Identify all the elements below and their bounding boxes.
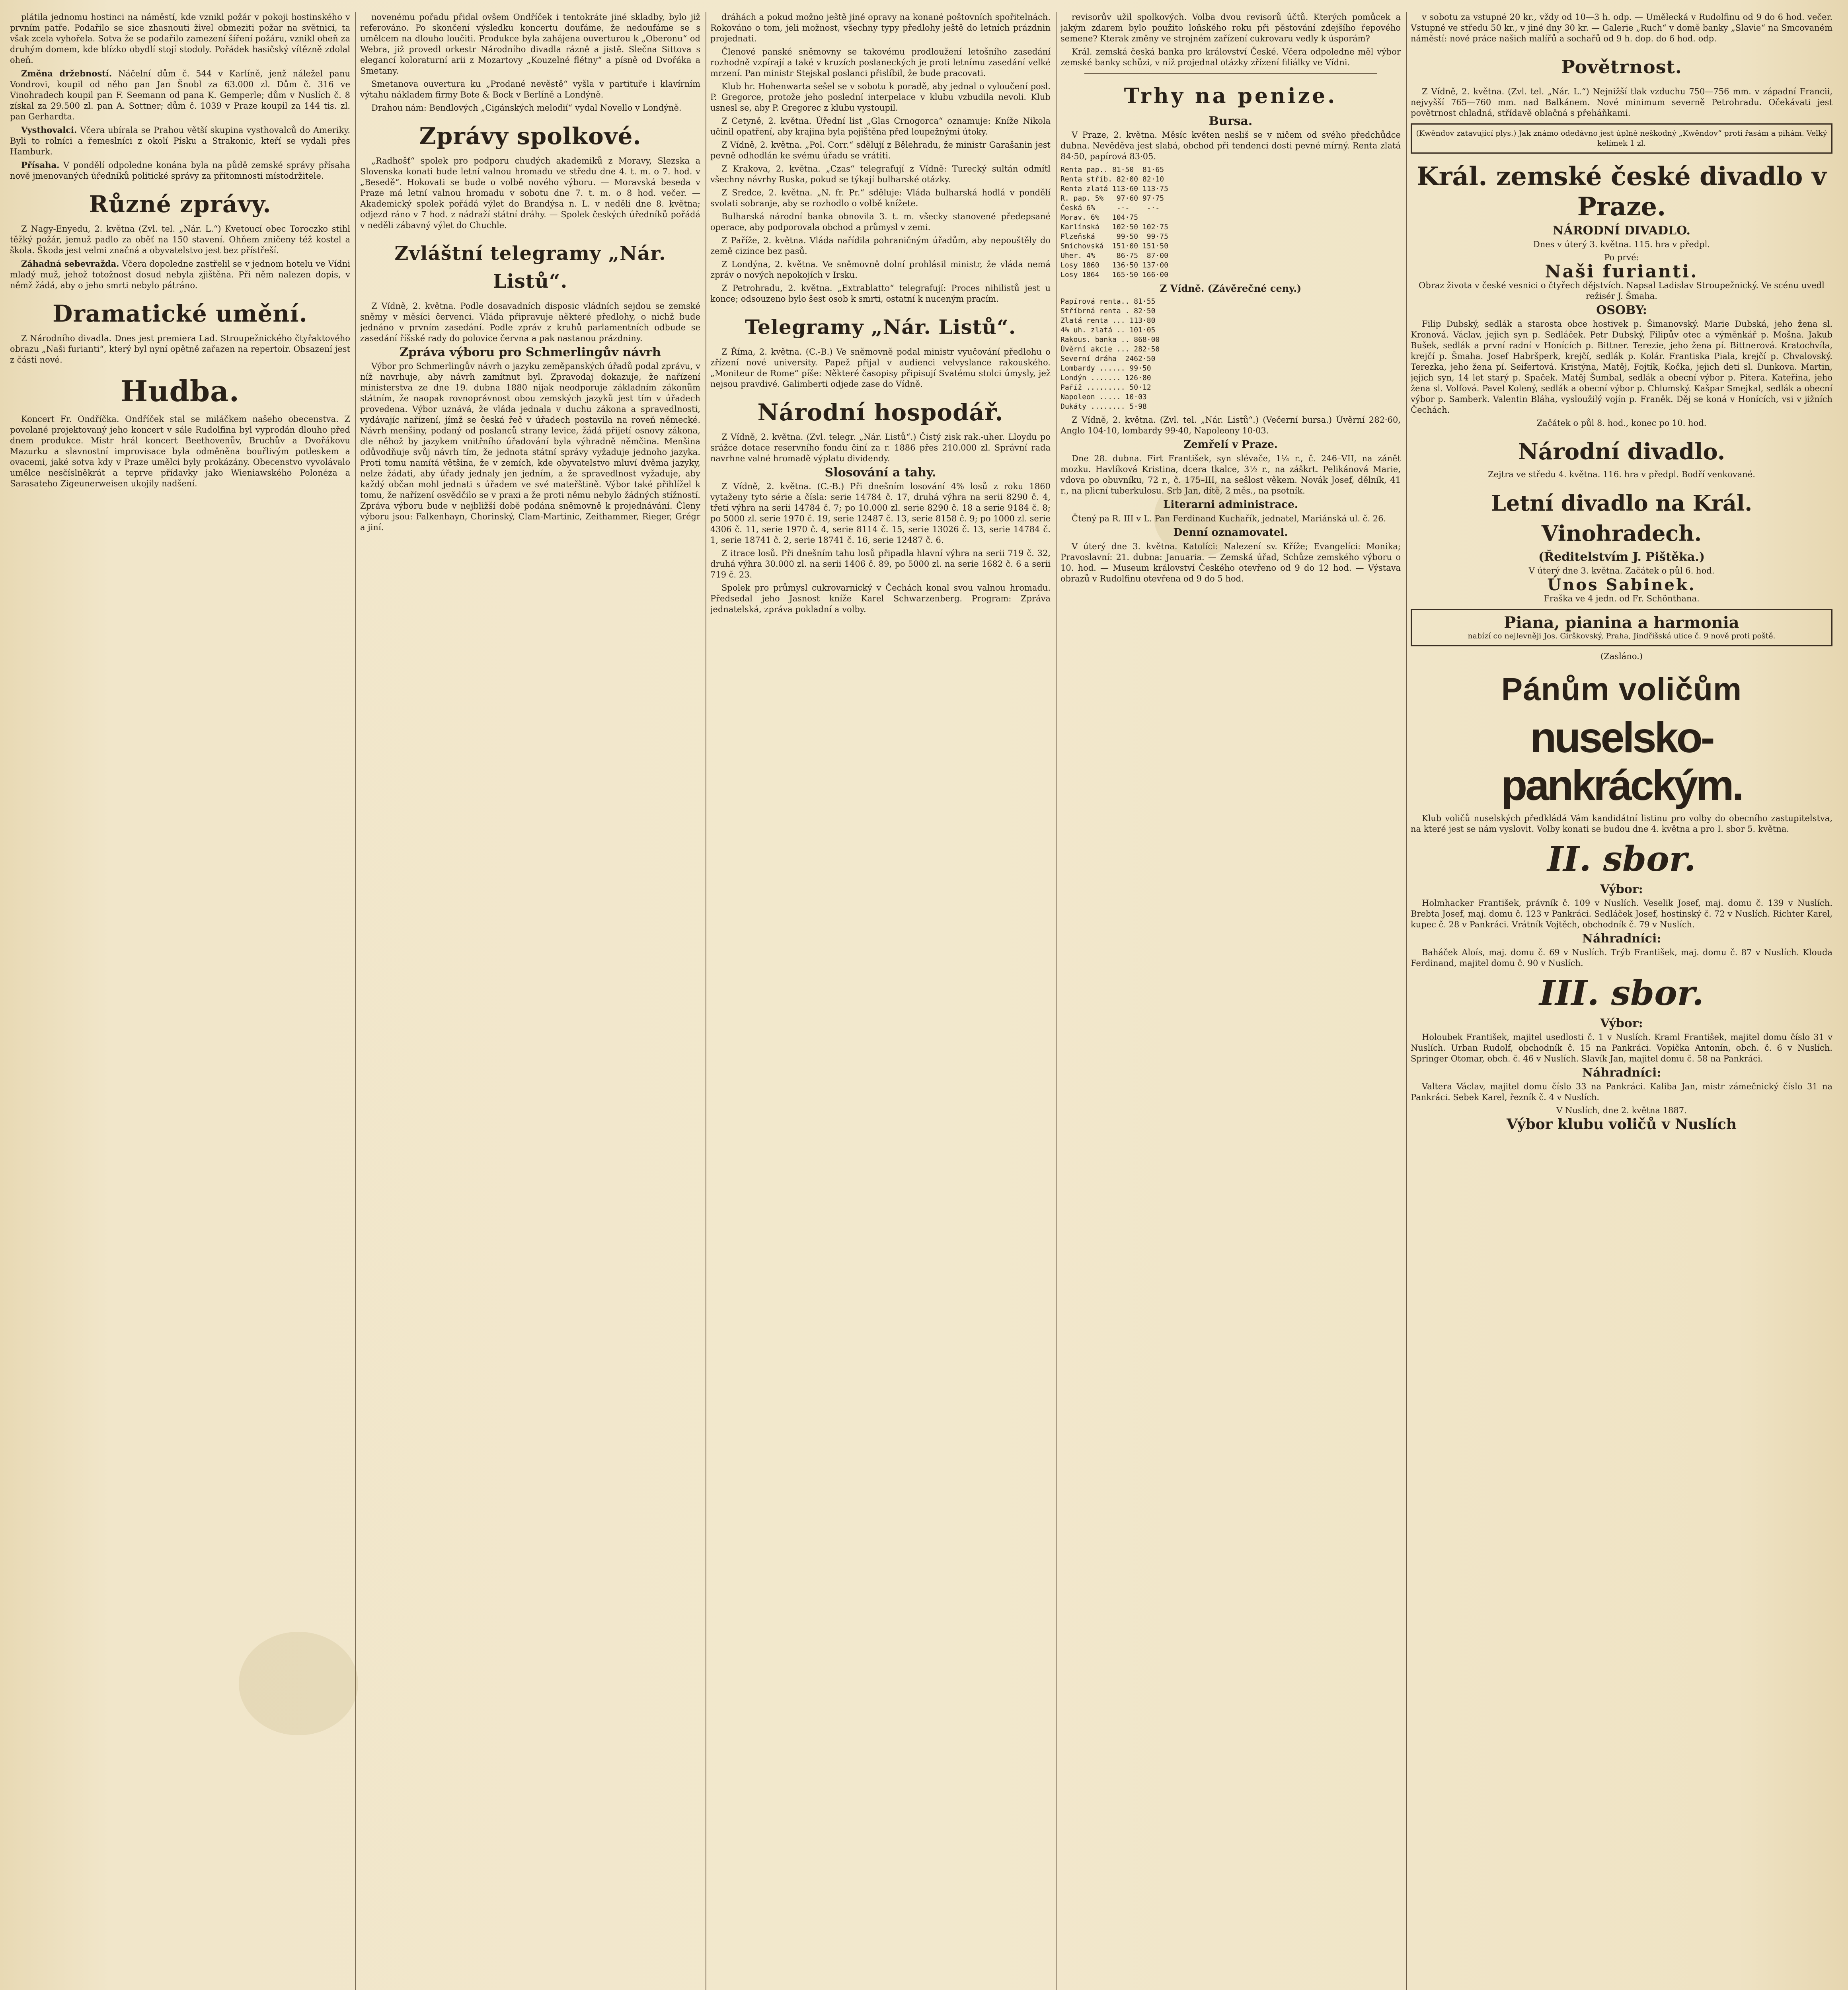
voters-district: nuselsko-pankráckým. bbox=[1501, 713, 1742, 809]
article-text: Z Paříže, 2. května. Vláda nařídila pohraničným úřadům, aby nepouštěly do země cizince bez pasů. bbox=[710, 236, 1051, 256]
article-text: V Praze, 2. května. Měsíc květen nesliš se v ničem od svého předchůdce dubna. Nevěděva jest slabá, obchod při tendenci dosti pevné mírný. Renta zlatá 84·50, papírová 83·05. bbox=[1060, 130, 1401, 161]
article-body: Včera dopoledne zastřelil se v jednom hotelu ve Vídni mladý muž, jehož totožnost dosud nebyla zjištěna. Při něm nalezen dopis, v němž žádá, aby o jeho smrti nebylo pátráno. bbox=[10, 259, 350, 290]
subsection-heading: Z Vídně. (Závěrečné ceny.) bbox=[1160, 283, 1302, 294]
assembly-heading: III. sbor. bbox=[1539, 973, 1704, 1013]
article-text: Z Nagy-Enyedu, 2. května (Zvl. tel. „Nár. L.“) Kvetoucí obec Toroczko stihl těžký požár, jemuž padlo za oběť na 150 stavení. Ohňem zničeny též kostel a škola. Škoda jest velmi značná a obyvatelstvo jest bez přístřeší. bbox=[10, 224, 350, 255]
section-heading: Různé zprávy. bbox=[89, 191, 271, 218]
alternates-heading: Náhradníci: bbox=[1582, 932, 1661, 946]
candidate-list: Holmhacker František, právník č. 109 v Nuslích. Veselik Josef, maj. domu č. 139 v Nuslích. Brebta Josef, maj. domu č. 123 v Pankráci. Sedláček Josef, hostinský č. 72 v Nuslích. Richter Karel, kupec č. 28 v Pankráci. Vrátník Vojtěch, obchodník č. 79 v Nuslích. bbox=[1411, 898, 1832, 929]
alternates-heading: Náhradníci: bbox=[1582, 1066, 1661, 1080]
article-text: dráhách a pokud možno ještě jiné opravy na konané poštovních spořitelnách. Rokováno o tom, jeli možnost, všechny typy předlohy ještě do letních prázdnin projednati. bbox=[710, 12, 1051, 43]
article-text: Z Říma, 2. května. (C.-B.) Ve sněmovně podal ministr vyučování předlohu o zřízení nové university. Papež přijal v audienci velvyslance rakouského. „Moniteur de Rome“ píše: Některé časopisy připisují Svatému stolci úmysly, jež nejsou pravdivé. Galimberti odjede zase do Vídně. bbox=[710, 347, 1051, 389]
candidate-list: Baháček Aloís, maj. domu č. 69 v Nuslích. Trýb František, maj. domu č. 87 v Nuslích. Klouda Ferdinand, majitel domu č. 90 v Nuslích. bbox=[1411, 948, 1832, 968]
article-text bbox=[10, 160, 350, 181]
article-text: Dne 28. dubna. Firt František, syn slévače, 1¼ r., č. 246–VII, na zánět mozku. Havlíková Kristina, dcera tkalce, 3½ r., na záškrt. Pelikánová Marie, vdova po obuvníku, 72 r., č. 175–III, na sešlost věkem. Novák Josef, dělník, 41 r., na plicní tuberkulosu. Srb Jan, dítě, 2 měs., na psotník. bbox=[1060, 454, 1401, 496]
start-time: Začátek o půl 8. hod., konec po 10. hod. bbox=[1536, 418, 1707, 428]
article-text: Klub hr. Hohenwarta sešel se v sobotu k poradě, aby jednal o vyloučení posl. P. Gregorce, protože jeho poslední interpelace v klubu vzbudila nevoli. Klub usnesl se, aby P. Gregorec z klubu vystoupil. bbox=[710, 82, 1051, 113]
article-text: Z Sredce, 2. května. „N. fr. Pr.“ sděluje: Vláda bulharská hodlá v pondělí svolati sobranje, aby se rozhodlo o volbě knížete. bbox=[710, 188, 1051, 208]
article-heading: Přísaha. bbox=[21, 160, 60, 170]
column-rule bbox=[1406, 12, 1407, 1990]
column-5 bbox=[1411, 12, 1832, 1990]
article-text: Z Petrohradu, 2. května. „Extrablatto“ telegrafují: Proces nihilistů jest u konce; odsouzeno bylo šest osob k smrti, ostatní k nuceným pracím. bbox=[710, 283, 1051, 304]
column-1 bbox=[10, 12, 350, 1990]
article-text: Koncert Fr. Ondříčka. Ondříček stal se miláčkem našeho obecenstva. Z povolané projektovaný jeho koncert v sále Rudolfina byl vyprodán dlouho před dnem produkce. Mistr hrál koncert Beethovenův, Bruchův a Dvořákovu Mazurku a slavnostní improvisace byla odměněna bouřlivým potleskem a ovacemi, jaké sotva kdy v Praze umělci byly prokázány. Obecenstvo vyvolávalo umělce nesčíslněkrát a teprve přídavky jako Wieniawského Polonéza a Sarasateho Zigeunerweisen ukojily nadšení. bbox=[10, 414, 350, 488]
article-heading: Změna držebností. bbox=[21, 68, 112, 78]
article-text: V úterý dne 3. května. Katolíci: Nalezení sv. Kříže; Evangelíci: Monika; Pravoslavní: 21. dubna: Januaria. — Zemská úřad, Schůze zemského výboru o 10. hod. — Museum království Českého otevřeno od 9 do 12 hod. — Výstava obrazů v Rudolfinu otevřena od 9 do 5 hod. bbox=[1060, 542, 1401, 583]
cast-list: Filip Dubský, sedlák a starosta obce hostivek p. Šimanovský. Marie Dubská, jeho žena sl. Kronová. Václav, jejich syn p. Sedláček. Petr Dubský, Filipův otec a výměnkář p. Mošna. Jakub Bušek, sedlák a první radní v Honících p. Bittner. Terezie, jeho žena pí. Bittnerová. Kratochvíla, krejčí p. Šmaha. Josef Habršperk, krejčí, sedlák p. Kolár. Frantiska Piala, krejčí p. Chvalovský. Terezka, jeho žena pí. Seifertová. Kristýna, Matěj, Fojtík, Kočka, jejich deti sl. Dunkova. Martin, jejich syn, 14 let starý p. Spaček. Matěj Šumbal, sedlák a obecní výbor p. Pitera. Kateřina, jeho žena sl. Volfová. Pavel Kolený, sedlák a obecní výbor p. Chlumský. Kašpar Smejkal, sedlák a obecní výbor p. Samberk. Valentin Bláha, vysloužilý vojín p. Franěk. Děj se koná v Honících, vsi v jižních Čechách. bbox=[1411, 319, 1832, 415]
article-text: Z Krakova, 2. května. „Czas“ telegrafují z Vídně: Turecký sultán odmítl všechny návrhy Ruska, pokud se týkají bulharské otázky. bbox=[710, 164, 1051, 184]
theatre-heading: Král. zemské české divadlo v Praze. bbox=[1417, 162, 1827, 222]
section-heading: Národní hospodář. bbox=[757, 399, 1004, 426]
subsection-heading: Bursa. bbox=[1209, 114, 1253, 128]
article-text: Z Vídně, 2. května. Podle dosavadních disposic vládních sejdou se zemské sněmy v měsíci červenci. Vláda připravuje některé předlohy, o nichž bude jednáno v prvním zasedání. Podle zpráv z kruhů parlamentních odbude se zasedání říšské rady do polovice června a pak nastanou prázdniny. bbox=[360, 301, 700, 343]
article-text: Z Vídně, 2. května. „Pol. Corr.“ sdělují z Bělehradu, že ministr Garašanin jest pevně odhodlán ke svému úřadu se vrátiti. bbox=[710, 140, 1051, 160]
play-description: Fraška ve 4 jedn. od Fr. Schönthana. bbox=[1544, 594, 1700, 603]
column-4 bbox=[1060, 12, 1401, 1990]
article-text: Z Vídně, 2. května. (Zvl. tel. „Nár. Listů“.) (Večerní bursa.) Úvěrní 282·60, Anglo 104·10, lombardy 99·40, Napoleony 10·03. bbox=[1060, 415, 1401, 435]
performance-date: Dnes v úterý 3. května. 115. hra v předpl. bbox=[1533, 240, 1710, 249]
club-text: Klub voličů nuselských předkládá Vám kandidátní listinu pro volby do obecního zastupitelstva, na které jest se nám vyslovit. Volby konati se budou dne 4. května a pro I. sbor 5. května. bbox=[1411, 814, 1832, 834]
subsection-heading: Denní oznamovatel. bbox=[1173, 527, 1288, 538]
article-text: Z Londýna, 2. května. Ve sněmovně dolní prohlásil ministr, že vláda nemá zpráv o nových nepokojích v Irsku. bbox=[710, 259, 1051, 280]
committee-heading: Výbor: bbox=[1600, 882, 1643, 896]
play-description: Obraz života v české vesnici o čtyřech dějstvích. Napsal Ladislav Stroupežnický. Ve scénu uvedl režisér J. Šmaha. bbox=[1419, 281, 1825, 301]
subsection-heading: Zemřelí v Praze. bbox=[1183, 439, 1278, 451]
article-text: Z Cetyně, 2. května. Úřední list „Glas Crnogorca“ oznamuje: Kníže Nikola učinil opatření, aby krajina byla pojištěna před loupežnými útoky. bbox=[710, 116, 1051, 137]
column-2 bbox=[360, 12, 700, 1990]
article-text: Z itrace losů. Při dnešním tahu losů připadla hlavní výhra na serii 719 č. 32, druhá výhra 30.000 zl. na serii 1406 č. 89, po 5000 zl. na serie 1682 č. 6 a serii 719 č. 23. bbox=[710, 548, 1051, 579]
section-heading: Zvláštní telegramy „Nár. Listů“. bbox=[394, 242, 666, 293]
subsection-heading: Literarni administrace. bbox=[1163, 499, 1298, 511]
signature: Výbor klubu voličů v Nuslích bbox=[1507, 1116, 1737, 1133]
column-rule bbox=[1056, 12, 1057, 1990]
article-text: Z Národního divadla. Dnes jest premiera Lad. Stroupežnického čtyřaktového obrazu „Naši furianti“, který byl nyní opětně zařazen na repertoir. Obsazení jest z části nové. bbox=[10, 334, 350, 365]
article-text: Smetanova ouvertura ku „Prodané nevěstě“ vyšla v partituře i klavírním výtahu nákladem firmy Bote & Bock v Berlíně a Londýně. bbox=[360, 79, 700, 100]
exchange-rates-prague: Renta pap.. 81·50 81·65 Renta stříb. 82·00 82·10 Renta zlatá 113·60 113·75 R. pap. 5% 97·60 97·75 Česká 6% -·- -·- Morav. 6% 104·75 Karlínská 102·50 102·75 Plzeňská 99·50 99·75 Smíchovská 151·00 151·50 Uher. 4% 86·75 87·00 Losy 1860 136·50 137·00 Losy 1864 165·50 166·00 bbox=[1060, 166, 1168, 279]
performance-info: Zejtra ve středu 4. května. 116. hra v předpl. Bodří venkované. bbox=[1488, 470, 1755, 479]
exchange-rates-vienna: Papírová renta.. 81·55 Stříbrná renta . 82·50 Zlatá renta ... 113·80 4% uh. zlatá .. 101·05 Rakous. banka .. 868·00 Úvěrní akcie ... 282·50 Severní dráha 2462·50 Lombardy ...... 99·50 Londýn ....... 126·80 Paříž ......... 50·12 Napoleon ..... 10·03 Dukáty ........ 5·98 bbox=[1060, 297, 1160, 411]
performance-date: V úterý dne 3. května. Začátek o půl 6. hod. bbox=[1528, 566, 1715, 576]
assembly-heading: II. sbor. bbox=[1547, 839, 1696, 879]
dateline: V Nuslích, dne 2. května 1887. bbox=[1556, 1106, 1687, 1115]
article-text: „Radhošť“ spolek pro podporu chudých akademiků z Moravy, Slezska a Slovenska konati bude letní valnou hromadu ve středu dne 4. t. m. o 7. hod. v „Besedě“. Hokovati se bude o volbě nového výboru. — Moravská beseda v Praze má letní valnou hromadu v sobotu dne 7. t. m. o 8 hod. večer. — Akademický spolek pořádá výlet do Brandýsa n. L. v neděli dne 8. května; odjezd ráno v 7 hod. z nádraží státní dráhy. — Spolek českých úředníků pořádá v neděli zábavný výlet do Chuchle. bbox=[360, 156, 700, 230]
performance-note: Po prvé: bbox=[1604, 253, 1639, 262]
article-text: Spolek pro průmysl cukrovarnický v Čechách konal svou valnou hromadu. Předsedal jeho Jasnost kníže Karel Schwarzenberg. Program: Zpráva jednatelská, zpráva pokladní a volby. bbox=[710, 583, 1051, 614]
voters-heading: Pánům voličům bbox=[1501, 671, 1742, 707]
divider bbox=[1084, 73, 1377, 74]
article-text: revisorův užil spolkových. Volba dvou revisorů účtů. Kterých pomůcek a jakým zdarem bylo použito loňského roku při pěstování zdejšího řepového semene? Kterak změny ve strojném zařízení cukrovaru vedly k úsporám? bbox=[1060, 12, 1401, 43]
article-text: Výbor pro Schmerlingův návrh o jazyku zeměpanských úřadů podal zprávu, v níž navrhuje, aby návrh zamítnut byl. Zpravodaj dokazuje, že nařízení ministerstva ze dne 19. dubna 1880 nijak neodporuje základním zákonům státním, že naopak rovnoprávnost obou zemských jazyků jest tím v úřadech provedena. Výbor uznává, že vláda jednala v duchu zákona a spravedlnosti, vydávajíc nařízení, jímž se česká řeč v úřadech postavila na roveň německé. Návrh menšiny, podaný od poslanců strany levice, žádá přijetí osnovy zákona, dle něhož by jazykem vnitřního úřadování byla výhradně němčina. Menšina odůvodňuje svůj návrh tím, že jednota státní správy vyžaduje jednoho jazyka. Proti tomu namítá většina, že v zemích, kde obyvatelstvo mluví dvěma jazyky, nelze žádati, aby úřady jednaly jen jedním, a že spravedlnost vyžaduje, aby každý občan mohl jednati s úřadem ve své mateřštině. Výbor také přihlížel k tomu, že nařízení osvědčilo se v praxi a že proti němu nebylo žádných stížností. Zpráva výboru bude v nejbližší době podána sněmovně k projednávání. Členy výboru jsou: Falkenhayn, Chorinský, Clam-Martinic, Zeithammer, Rieger, Grégr a jiní. bbox=[360, 361, 700, 532]
article-body: V pondělí odpoledne konána byla na půdě zemské správy přísaha nově jmenovaných úředníků politické správy za přítomnosti místodržitele. bbox=[10, 160, 350, 181]
article-text: Král. zemská česká banka pro království České. Včera odpoledne měl výbor zemské banky schůzi, v níž projednal otázky zřízení filiálky ve Vídni. bbox=[1060, 47, 1401, 67]
article-text bbox=[10, 258, 350, 291]
article-text: plátila jednomu hostinci na náměstí, kde vznikl požár v pokoji hostinského v prvním patře. Podařilo se sice zhasnouti živel obmeziti požar na světnici, ta však zcela vyhořela. Sotva že se podařilo zamezení šíření požáru, vznikl oheň za druhým domem, kde blízko obydlí stojí stodoly. Pořádek hasičský vítězně zdolal oheň. bbox=[10, 12, 350, 65]
section-heading: Trhy na penize. bbox=[1124, 84, 1337, 108]
section-heading: Zprávy spolkové. bbox=[419, 123, 641, 150]
cast-heading: OSOBY: bbox=[1596, 303, 1647, 317]
article-text: Z Vídně, 2. května. (Zvl. telegr. „Nár. Listů“.) Čistý zisk rak.-uher. Lloydu po srážce dotace reservního fondu činí za r. 1886 přes 210.000 zl. Správní rada navrhne valné hromadě výplatu dividendy. bbox=[710, 432, 1051, 463]
article-text: Z Vídně, 2. května. (C.-B.) Při dnešním losování 4% losů z roku 1860 vytaženy tyto série a čísla: serie 14784 č. 17, druhá výhra na serii 8290 č. 4, třetí výhra na serii 14784 č. 7; po 10.000 zl. serie 8290 č. 18 a serie 9184 č. 8; po 5000 zl. serie 1970 č. 19, serie 12487 č. 13, serie 8158 č. 9; po 1000 zl. serie 4306 č. 11, serie 1970 č. 4, serie 8114 č. 15, serie 13026 č. 13, serie 14784 č. 1, serie 18741 č. 2, serie 18741 č. 16, serie 12487 č. 6. bbox=[710, 482, 1051, 545]
piano-text: nabízí co nejlevněji Jos. Girškovský, Praha, Jindřišská ulice č. 9 nově proti poště. bbox=[1468, 632, 1776, 640]
section-heading: Dramatické umění. bbox=[53, 300, 308, 327]
theatre-subheading: (Ředitelstvím J. Pištěka.) bbox=[1538, 550, 1705, 564]
theatre-subheading: NÁRODNÍ DIVADLO. bbox=[1553, 224, 1690, 238]
subsection-heading: Slosování a tahy. bbox=[825, 466, 936, 480]
section-heading: Povětrnost. bbox=[1561, 56, 1682, 78]
theatre-heading: Letní divadlo na Král. Vinohradech. bbox=[1491, 490, 1752, 546]
article-text: Z Vídně, 2. května. (Zvl. tel. „Nár. L.“) Nejnižší tlak vzduchu 750—756 mm. v západní Francii, nejvyšší 765—760 mm. nad Balkánem. Nové minimum severně Petrohradu. Očekávati jest povětrnost chladná, střídavě oblačná s přeháňkami. bbox=[1411, 87, 1832, 118]
article-text: Bulharská národní banka obnovila 3. t. m. všecky stanovené předepsané operace, aby podporovala obchod a průmysl v zemi. bbox=[710, 212, 1051, 232]
article-text: Čtený pa R. III v L. Pan Ferdinand Kuchařík, jednatel, Mariánská ul. č. 26. bbox=[1072, 514, 1386, 523]
piano-advertisement bbox=[1411, 609, 1832, 646]
article-text: Drahou nám: Bendlových „Cigánských melodií“ vydal Novello v Londýně. bbox=[371, 103, 682, 113]
article-text bbox=[10, 68, 350, 122]
column-3 bbox=[710, 12, 1051, 1990]
play-title: Únos Sabinek. bbox=[1547, 576, 1696, 594]
subsection-heading: Zpráva výboru pro Schmerlingův návrh bbox=[400, 345, 661, 359]
candidate-list: Valtera Václav, majitel domu číslo 33 na Pankráci. Kaliba Jan, mistr zámečnický číslo 31 na Pankráci. Sebek Karel, řezník č. 4 v Nuslích. bbox=[1411, 1082, 1832, 1102]
article-heading: Vysthovalci. bbox=[21, 125, 77, 135]
advertisement-box bbox=[1411, 123, 1832, 154]
sent-note: (Zasláno.) bbox=[1600, 652, 1643, 661]
advertisement-text: (Kwěndov zatavující plys.) Jak známo odedávno jest úplně neškodný „Kwěndov“ proti řasám a pihám. Velký kelímek 1 zl. bbox=[1416, 129, 1827, 148]
article-text: novenému pořadu přidal ovšem Ondříček i tentokráte jiné skladby, bylo již referováno. Po skončení výsledku koncertu doufáme, že nedoufáme se s umělcem na dlouho loučiti. Produkce byla zahájena ouverturou k „Oberonu“ od Webra, již provedl orkestr Národního divadla rázně a jistě. Slečna Sittova s elegancí koloraturní arii z Mozartovy „Kouzelné flétny“ a písně od Dvořáka a Smetany. bbox=[360, 12, 700, 76]
article-body: Náčelní dům č. 544 v Karlíně, jenž náležel panu Vondrovi, koupil od něho pan Jan Šnobl za 63.000 zl. Dům č. 316 ve Vinohradech koupil pan F. Seemann od pana K. Gemperle; dům v Nuslích č. 8 získal za 29.500 zl. pan A. Sottner; dům č. 1039 v Praze koupil za 144 tis. zl. pan Gerhardta. bbox=[10, 69, 350, 121]
section-heading: Telegramy „Nár. Listů“. bbox=[745, 315, 1016, 339]
article-text: v sobotu za vstupné 20 kr., vždy od 10—3 h. odp. — Umělecká v Rudolfinu od 9 do 6 hod. večer. Vstupné ve středu 50 kr., v jiné dny 30 kr. — Galerie „Ruch“ v domě banky „Slavie“ na Smcovaném náměstí: nové práce našich malířů a sochařů od 9 h. dop. do 6 hod. odp. bbox=[1411, 12, 1832, 43]
article-text: Členové panské sněmovny se takovému prodloužení letošního zasedání rozhodně vzpírají a také v kruzích poslaneckých je proti letnímu zasedání velké mrzení. Pan ministr Stejskal poslanci přislíbil, že bude pracovati. bbox=[710, 47, 1051, 78]
theatre-heading: Národní divadlo. bbox=[1518, 439, 1725, 465]
article-body: Včera ubírala se Prahou větší skupina vysthovalců do Ameriky. Byli to rolníci a řemeslníci z okolí Písku a Strakonic, kteří se vydali přes Hamburk. bbox=[10, 125, 350, 156]
section-heading: Hudba. bbox=[121, 374, 240, 408]
committee-heading: Výbor: bbox=[1600, 1016, 1643, 1030]
article-text bbox=[10, 125, 350, 157]
piano-heading: Piana, pianina a harmonia bbox=[1504, 613, 1739, 632]
candidate-list: Holoubek František, majitel usedlosti č. 1 v Nuslích. Kraml František, majitel domu číslo 31 v Nuslích. Urban Rudolf, obchodník č. 15 na Pankráci. Vopička Antonín, obch. č. 6 v Nuslích. Springer Otomar, obch. č. 46 v Nuslích. Slavík Jan, majitel domu č. 58 na Pankráci. bbox=[1411, 1032, 1832, 1063]
play-title: Naši furianti. bbox=[1545, 261, 1698, 282]
article-heading: Záhadná sebevražda. bbox=[21, 259, 119, 269]
